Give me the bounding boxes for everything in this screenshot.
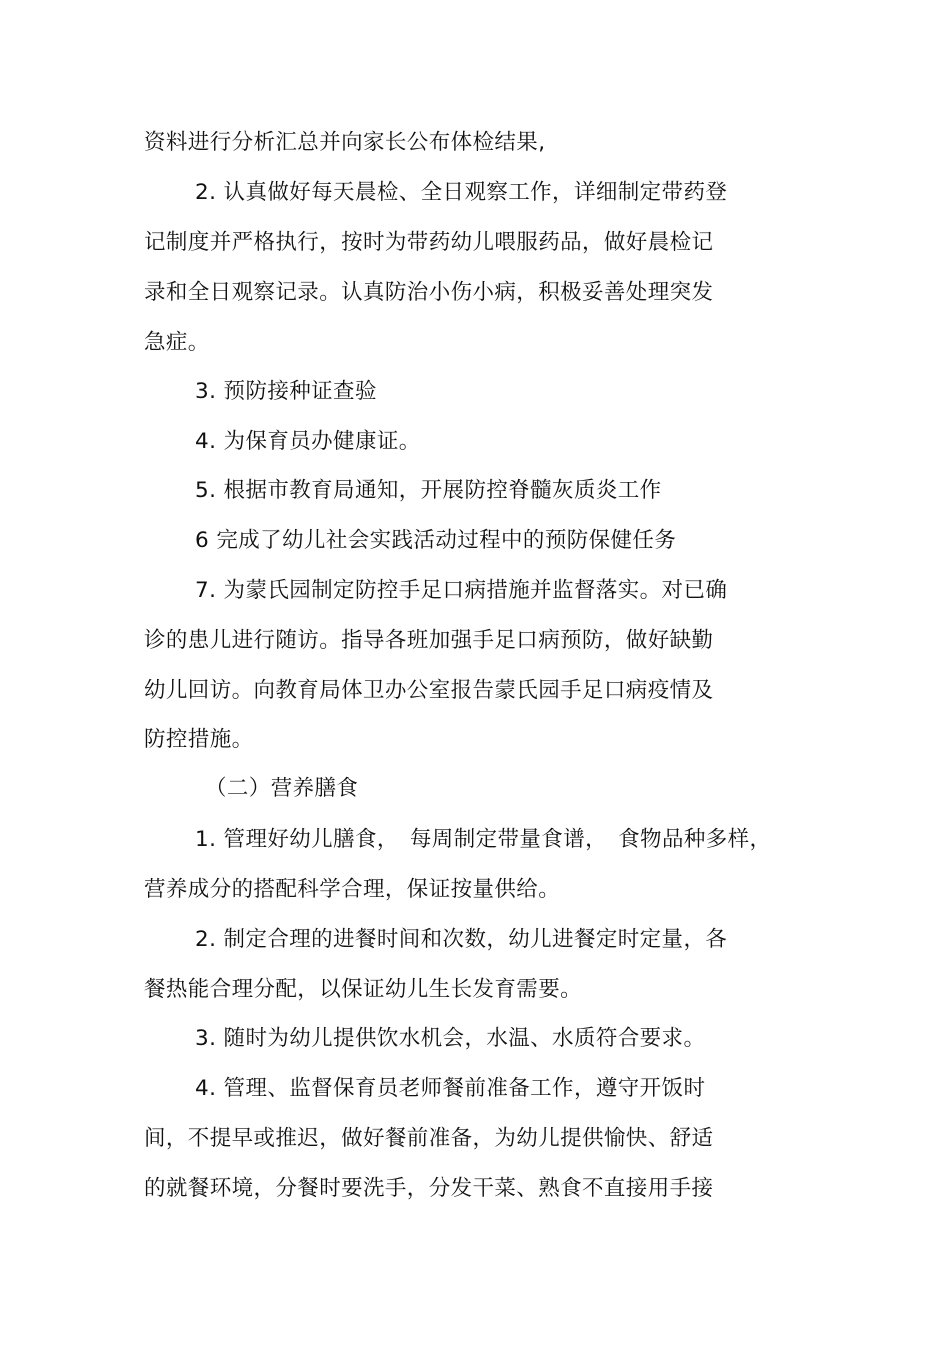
text-line: 资料进行分析汇总并向家长公布体检结果, bbox=[144, 130, 546, 155]
text-line: 1. 管理好幼儿膳食， 每周制定带量食谱， 食物品种多样， bbox=[195, 827, 772, 852]
text-line: 餐热能合理分配，以保证幼儿生长发育需要。 bbox=[144, 977, 583, 1002]
section-heading: （二）营养膳食 bbox=[205, 776, 359, 801]
text-line: 急症。 bbox=[144, 330, 210, 355]
text-line: 幼儿回访。向教育局体卫办公室报告蒙氏园手足口病疫情及 bbox=[144, 678, 714, 703]
text-line: 录和全日观察记录。认真防治小伤小病，积极妥善处理突发 bbox=[144, 280, 714, 305]
text-line: 6 完成了幼儿社会实践活动过程中的预防保健任务 bbox=[195, 528, 677, 553]
text-line: 3. 随时为幼儿提供饮水机会，水温、水质符合要求。 bbox=[195, 1026, 706, 1051]
text-line: 3. 预防接种证查验 bbox=[195, 379, 377, 404]
text-line: 5. 根据市教育局通知，开展防控脊髓灰质炎工作 bbox=[195, 478, 662, 503]
text-line: 7. 为蒙氏园制定防控手足口病措施并监督落实。对已确 bbox=[195, 578, 728, 603]
text-line: 记制度并严格执行，按时为带药幼儿喂服药品，做好晨检记 bbox=[144, 230, 714, 255]
text-line: 4. 管理、监督保育员老师餐前准备工作，遵守开饭时 bbox=[195, 1076, 706, 1101]
text-line: 4. 为保育员办健康证。 bbox=[195, 429, 421, 454]
text-line: 2. 认真做好每天晨检、全日观察工作，详细制定带药登 bbox=[195, 180, 728, 205]
text-line: 防控措施。 bbox=[144, 727, 254, 752]
text-line: 的就餐环境，分餐时要洗手，分发干菜、熟食不直接用手接 bbox=[144, 1176, 714, 1201]
text-line: 间，不提早或推迟，做好餐前准备，为幼儿提供愉快、舒适 bbox=[144, 1126, 714, 1151]
text-line: 诊的患儿进行随访。指导各班加强手足口病预防，做好缺勤 bbox=[144, 628, 714, 653]
text-line: 2. 制定合理的进餐时间和次数，幼儿进餐定时定量，各 bbox=[195, 927, 728, 952]
text-line: 营养成分的搭配科学合理，保证按量供给。 bbox=[144, 877, 561, 902]
